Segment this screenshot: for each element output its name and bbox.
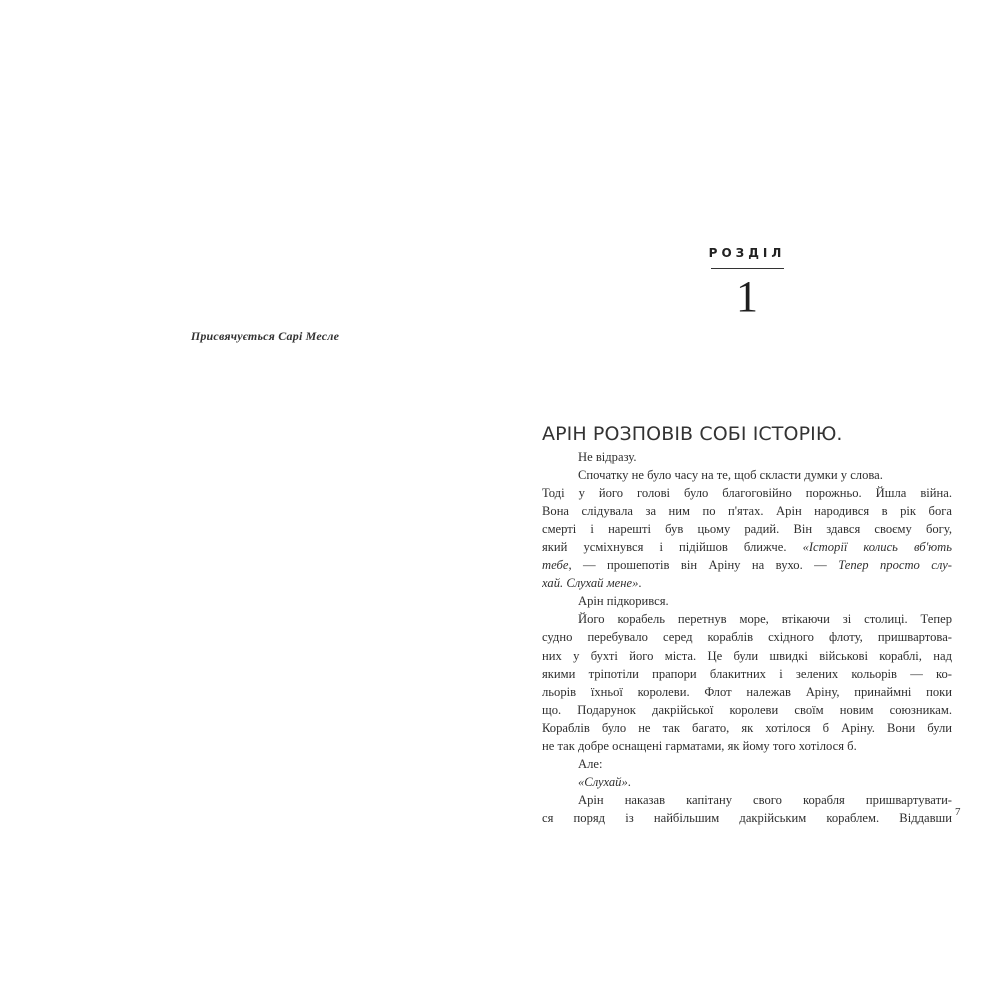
chapter-label: РОЗДІЛ	[708, 246, 786, 260]
body-line	[542, 592, 952, 610]
italic-text: хай. Слухай мене»	[542, 576, 639, 591]
body-line	[542, 538, 952, 556]
body-line	[542, 466, 952, 484]
text-run: Спочатку не було часу на те, щоб скласти думки у слова.	[578, 468, 883, 483]
body-line	[542, 737, 952, 755]
dedication-text: Присвячується Сарі Месле	[190, 329, 340, 343]
body-line	[542, 574, 952, 592]
body-line	[542, 520, 952, 538]
body-line	[542, 719, 952, 737]
text-run: них у бухті його міста. Це були швидкі військові кораблі, над	[542, 648, 952, 663]
body-line	[542, 484, 952, 502]
text-run: смерті і нарешті був цьому радий. Він здався своєму богу,	[542, 522, 952, 537]
text-run: Кораблів було не так багато, як хотілося б Аріну. Вони були	[542, 720, 952, 735]
text-run: — прошепотів він Аріну на вухо. —	[571, 558, 839, 573]
chapter-opening-line: АРІН РОЗПОВІВ СОБІ ІСТОРІЮ.	[542, 423, 843, 445]
page-number: 7	[955, 806, 961, 818]
body-line	[542, 809, 952, 827]
body-line	[542, 701, 952, 719]
text-run: Вона слідувала за ним по п'ятах. Арін народився в рік бога	[542, 504, 952, 519]
body-line	[542, 683, 952, 701]
text-run: не так добре оснащені гарматами, як йому того хотілося б.	[542, 738, 857, 753]
text-run: якими тріпотіли прапори блакитних і зелених кольорів — ко-	[542, 666, 952, 681]
body-line	[542, 556, 952, 574]
text-run: Не відразу.	[578, 450, 637, 464]
text-run: Арін наказав капітану свого корабля пришвартувати-	[578, 792, 952, 807]
text-run: Але:	[578, 756, 603, 771]
body-line	[542, 791, 952, 809]
text-run: судно перебувало серед кораблів східного флоту, пришвартова-	[542, 630, 952, 645]
text-run: Його корабель перетнув море, втікаючи зі столиці. Тепер	[578, 612, 952, 627]
text-run: льорів їхньої королеви. Флот належав Аріну, принаймні поки	[542, 684, 952, 699]
body-line	[542, 502, 952, 520]
body-line	[542, 448, 952, 466]
chapter-divider	[711, 268, 784, 269]
text-run: що. Подарунок дакрійської королеви своїм новим союзникам.	[542, 702, 952, 717]
text-run: .	[638, 576, 642, 591]
text-run: ся поряд із найбільшим дакрійським кораблем. Віддавши	[542, 810, 952, 825]
body-line	[542, 755, 952, 773]
chapter-number: 1	[736, 272, 758, 321]
text-run: Тоді у його голові було благоговійно порожньо. Йшла війна.	[542, 486, 952, 501]
body-line	[542, 665, 952, 683]
body-line	[542, 610, 952, 628]
italic-text: Тепер просто слу-	[838, 558, 952, 573]
body-line	[542, 628, 952, 646]
text-run: .	[627, 774, 631, 789]
body-line	[542, 773, 952, 791]
italic-text: «Історії колись вб'ють	[802, 540, 952, 555]
text-run: Арін підкорився.	[578, 594, 669, 609]
text-run: який усміхнувся і підійшов ближче.	[542, 540, 803, 555]
italic-text: «Слухай»	[578, 774, 628, 789]
chapter-body-text	[542, 448, 952, 827]
body-line	[542, 647, 952, 665]
italic-text: тебе,	[542, 558, 572, 573]
